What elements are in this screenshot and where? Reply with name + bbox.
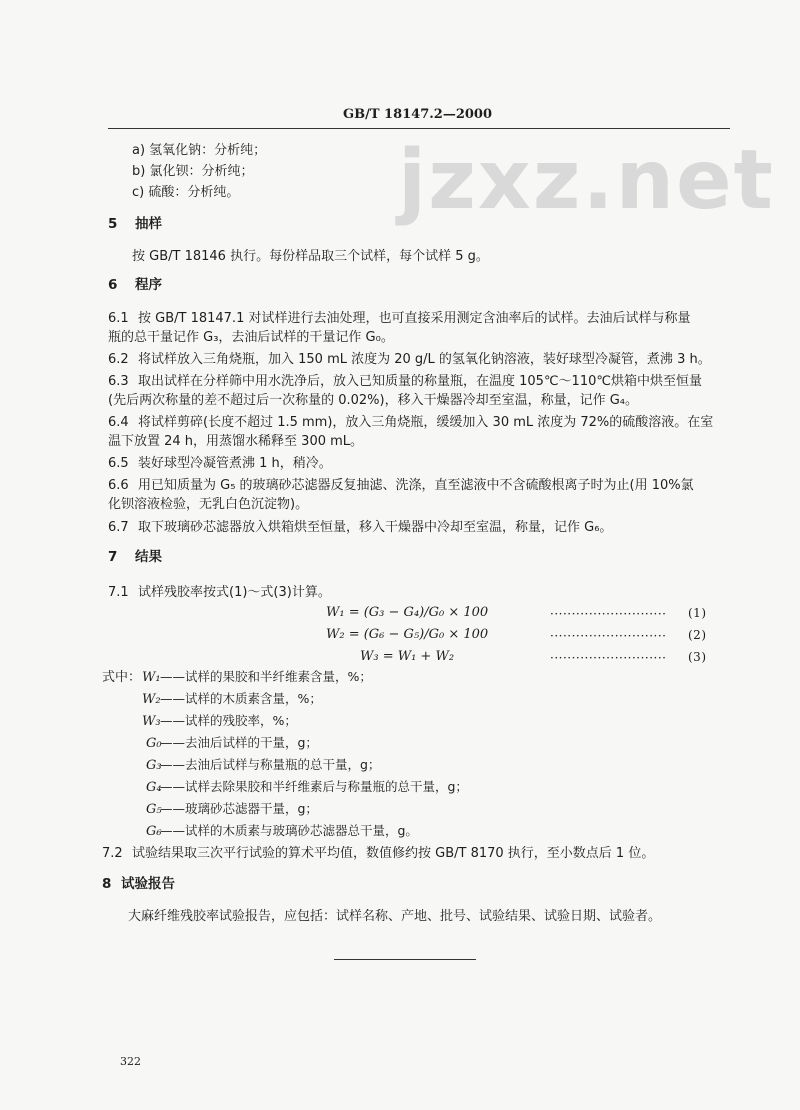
definition-text: ——去油后试样与称量瓶的总干量，g； — [160, 757, 381, 772]
equation-1-leader: ··························· — [550, 607, 667, 621]
clause-6-4-line-1: 将试样剪碎(长度不超过 1.5 mm)，放入三角烧瓶，缓缓加入 30 mL 浓度为 72%的硫酸溶液。在室 — [138, 415, 714, 430]
definition-text: ——玻璃砂芯滤器干量，g； — [160, 801, 318, 816]
section-8-number: 8 — [102, 876, 112, 892]
section-7-title: 结果 — [135, 549, 162, 565]
equation-1: W₁ = (G₃ − G₄)/G₀ × 100 — [326, 605, 489, 620]
reagent-b: b) 氯化钡：分析纯； — [132, 164, 254, 179]
clause-6-1-number: 6.1 — [108, 311, 129, 326]
definition-symbol: G₆ — [146, 824, 162, 839]
section-5-number: 5 — [108, 216, 118, 232]
clause-6-3-number: 6.3 — [108, 374, 129, 389]
clause-6-5-line-1: 装好球型冷凝管煮沸 1 h，稍冷。 — [138, 456, 332, 471]
definition-text: ——试样去除果胶和半纤维素后与称量瓶的总干量，g； — [160, 779, 468, 794]
equation-2-leader: ··························· — [550, 629, 667, 643]
section-8-title: 试验报告 — [121, 876, 175, 892]
definition-symbol: W₂ — [142, 692, 161, 707]
equation-2-label: (2) — [688, 628, 707, 642]
equation-3-label: (3) — [688, 650, 707, 664]
header-rule — [108, 128, 730, 129]
clause-7-2-text: 试验结果取三次平行试验的算术平均值，数值修约按 GB/T 8170 执行，至小数点后 1 位。 — [132, 846, 655, 861]
clause-6-7-line-1: 取下玻璃砂芯滤器放入烘箱烘至恒量，移入干燥器中冷却至室温，称量，记作 G₆。 — [138, 520, 613, 535]
clause-6-5-number: 6.5 — [108, 456, 129, 471]
clause-6-1-line-1: 按 GB/T 18147.1 对试样进行去油处理，也可直接采用测定含油率后的试样。去油后试样与称量 — [138, 311, 691, 326]
page-number: 322 — [120, 1055, 141, 1068]
clause-6-3-line-1: 取出试样在分样筛中用水洗净后，放入已知质量的称量瓶，在温度 105℃～110℃烘箱中烘至恒量 — [138, 374, 702, 389]
equation-3-leader: ··························· — [550, 651, 667, 665]
definition-symbol: G₃ — [146, 758, 162, 773]
section-7-number: 7 — [108, 549, 118, 565]
reagent-a: a) 氢氧化钠：分析纯； — [132, 143, 267, 158]
clause-6-6-number: 6.6 — [108, 478, 129, 493]
definition-symbol: G₀ — [146, 736, 162, 751]
definition-text: ——去油后试样的干量，g； — [160, 735, 318, 750]
watermark: jzxz.net — [398, 133, 775, 228]
page-header-standard: GB/T 18147.2—2000 — [343, 107, 493, 122]
equation-2: W₂ = (G₆ − G₅)/G₀ × 100 — [326, 627, 489, 642]
clause-6-3-line-2: (先后两次称量的差不超过后一次称量的 0.02%)，移入干燥器冷却至室温，称量，记作 G₄。 — [108, 393, 638, 408]
definition-symbol: G₄ — [146, 780, 162, 795]
reagent-c: c) 硫酸：分析纯。 — [132, 185, 240, 200]
clause-6-6-line-1: 用已知质量为 G₅ 的玻璃砂芯滤器反复抽滤、洗涤，直至滤液中不含硫酸根离子时为止(用 10%氯 — [138, 478, 694, 493]
definition-text: ——试样的残胶率，%； — [160, 713, 297, 728]
section-8-text: 大麻纤维残胶率试验报告，应包括：试样名称、产地、批号、试验结果、试验日期、试验者。 — [128, 909, 662, 924]
section-5-text: 按 GB/T 18146 执行。每份样品取三个试样，每个试样 5 g。 — [132, 249, 489, 264]
definition-symbol: G₅ — [146, 802, 162, 817]
definition-symbol: W₁ — [142, 670, 161, 685]
section-6-title: 程序 — [135, 277, 162, 293]
clause-6-7-number: 6.7 — [108, 520, 129, 535]
definition-text: ——试样的木质素与玻璃砂芯滤器总干量，g。 — [160, 823, 418, 838]
clause-6-1-line-2: 瓶的总干量记作 G₃，去油后试样的干量记作 G₀。 — [108, 330, 394, 345]
clause-7-1-text: 试样残胶率按式(1)～式(3)计算。 — [138, 585, 331, 600]
end-rule — [334, 959, 476, 960]
equation-1-label: (1) — [688, 606, 707, 620]
section-6-number: 6 — [108, 277, 118, 293]
clause-7-1-number: 7.1 — [108, 585, 129, 600]
equation-3: W₃ = W₁ + W₂ — [360, 649, 455, 664]
clause-7-2-number: 7.2 — [102, 846, 123, 861]
where-label: 式中： — [102, 670, 142, 685]
clause-6-2-number: 6.2 — [108, 352, 129, 367]
definition-text: ——试样的木质素含量，%； — [160, 691, 322, 706]
section-5-title: 抽样 — [135, 216, 162, 232]
definition-text: ——试样的果胶和半纤维素含量，%； — [160, 669, 372, 684]
clause-6-6-line-2: 化钡溶液检验，无乳白色沉淀物)。 — [108, 497, 309, 512]
clause-6-4-line-2: 温下放置 24 h，用蒸馏水稀释至 300 mL。 — [108, 434, 364, 449]
clause-6-4-number: 6.4 — [108, 415, 129, 430]
clause-6-2-line-1: 将试样放入三角烧瓶，加入 150 mL 浓度为 20 g/L 的氢氧化钠溶液，装好球型冷凝管，煮沸 3 h。 — [138, 352, 711, 367]
definition-symbol: W₃ — [142, 714, 161, 729]
